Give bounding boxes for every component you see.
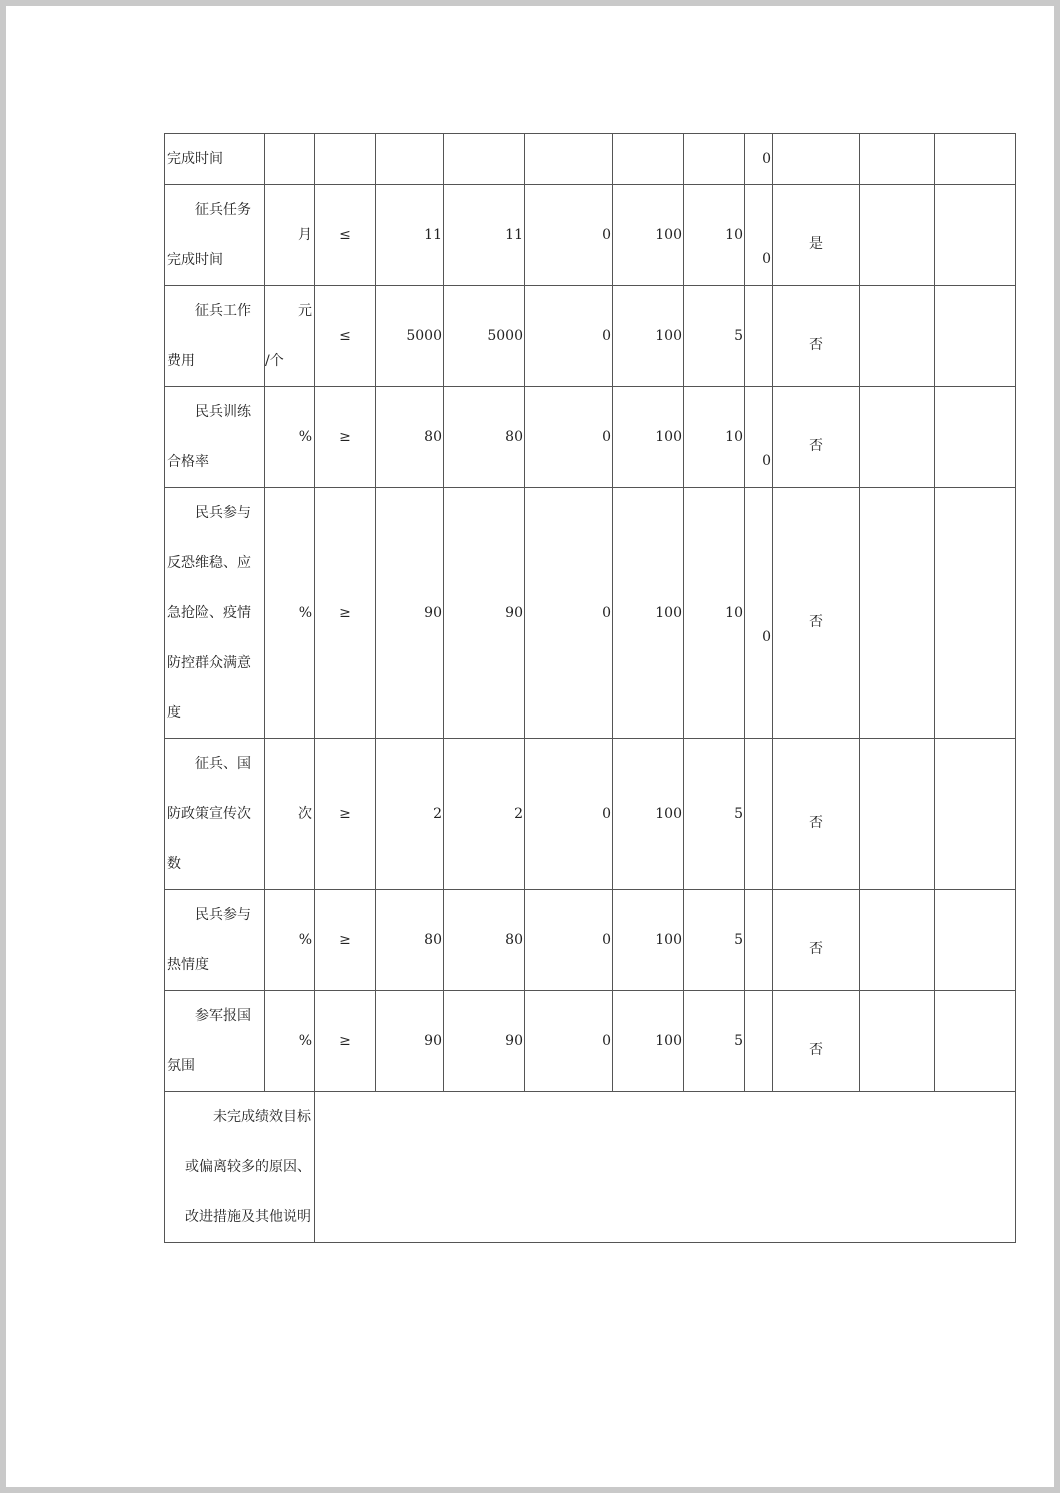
indicator-name-text: 费用 bbox=[167, 353, 195, 369]
performance-table bbox=[164, 133, 1016, 1243]
weight-tail-cell bbox=[745, 488, 773, 739]
flag-cell bbox=[773, 134, 860, 185]
blank-cell bbox=[935, 134, 1016, 185]
footer-label-line: 或偏离较多的原因、 bbox=[185, 1159, 311, 1175]
indicator-name-text: 征兵任务 bbox=[195, 202, 251, 218]
weight-cell: 5 bbox=[684, 739, 745, 890]
blank-cell bbox=[935, 991, 1016, 1092]
deviation-cell: 0 bbox=[525, 286, 613, 387]
operator-cell: ≥ bbox=[315, 991, 376, 1092]
operator-cell: ≥ bbox=[315, 739, 376, 890]
deviation-cell: 0 bbox=[525, 185, 613, 286]
target-cell: 80 bbox=[376, 387, 444, 488]
weight-tail-cell bbox=[745, 387, 773, 488]
indicator-name-text: 急抢险、疫情 bbox=[167, 605, 251, 621]
flag-cell: 否 bbox=[773, 739, 860, 890]
indicator-name-text: 反恐维稳、应 bbox=[167, 555, 251, 571]
table-row bbox=[165, 185, 1016, 286]
blank-cell bbox=[935, 739, 1016, 890]
weight-cell: 5 bbox=[684, 890, 745, 991]
indicator-name-text: 征兵、国 bbox=[195, 756, 251, 772]
flag-cell: 否 bbox=[773, 991, 860, 1092]
footer-label-line: 未完成绩效目标 bbox=[213, 1109, 311, 1125]
completion-cell bbox=[613, 134, 684, 185]
indicator-name-line bbox=[167, 940, 264, 990]
indicator-name-text: 征兵工作 bbox=[195, 303, 251, 319]
actual-cell: 90 bbox=[444, 488, 525, 739]
blank-cell bbox=[935, 286, 1016, 387]
actual-cell bbox=[444, 134, 525, 185]
target-cell: 11 bbox=[376, 185, 444, 286]
actual-cell: 80 bbox=[444, 890, 525, 991]
target-cell: 5000 bbox=[376, 286, 444, 387]
indicator-name-text: 民兵参与 bbox=[195, 505, 251, 521]
indicator-name-line bbox=[167, 387, 264, 437]
weight-tail-cell bbox=[745, 890, 773, 991]
indicator-name-line bbox=[167, 789, 264, 839]
actual-cell: 5000 bbox=[444, 286, 525, 387]
target-cell: 80 bbox=[376, 890, 444, 991]
actual-cell: 80 bbox=[444, 387, 525, 488]
indicator-name-text: 参军报国 bbox=[195, 1008, 251, 1024]
indicator-name-text: 完成时间 bbox=[167, 151, 223, 167]
blank-cell bbox=[860, 488, 935, 739]
flag-cell: 否 bbox=[773, 488, 860, 739]
footer-label-cell bbox=[165, 1092, 315, 1243]
deviation-cell: 0 bbox=[525, 387, 613, 488]
unit-cell: % bbox=[265, 890, 315, 991]
weight-cell: 5 bbox=[684, 286, 745, 387]
indicator-name-cell bbox=[165, 488, 265, 739]
indicator-name-line bbox=[167, 437, 264, 487]
indicator-name-line bbox=[167, 839, 264, 889]
blank-cell bbox=[935, 387, 1016, 488]
deviation-cell: 0 bbox=[525, 739, 613, 890]
indicator-name-text: 防政策宣传次 bbox=[167, 806, 251, 822]
flag-cell: 否 bbox=[773, 387, 860, 488]
weight-tail-cell: 0 bbox=[745, 134, 773, 185]
indicator-name-line bbox=[167, 185, 264, 235]
unit-cell: 月 bbox=[265, 185, 315, 286]
weight-tail-cell bbox=[745, 286, 773, 387]
completion-cell: 100 bbox=[613, 739, 684, 890]
completion-cell: 100 bbox=[613, 387, 684, 488]
footer-value-cell bbox=[315, 1092, 1016, 1243]
blank-cell bbox=[860, 134, 935, 185]
table-row bbox=[165, 739, 1016, 890]
target-cell bbox=[376, 134, 444, 185]
blank-cell bbox=[860, 387, 935, 488]
actual-cell: 2 bbox=[444, 739, 525, 890]
target-cell: 90 bbox=[376, 488, 444, 739]
weight-cell: 5 bbox=[684, 991, 745, 1092]
deviation-cell: 0 bbox=[525, 991, 613, 1092]
table-row bbox=[165, 890, 1016, 991]
footer-label-line: 改进措施及其他说明 bbox=[185, 1209, 311, 1225]
indicator-name-cell bbox=[165, 387, 265, 488]
unit-line: /个 bbox=[265, 353, 284, 369]
indicator-name-line bbox=[167, 488, 264, 538]
document-page bbox=[6, 6, 1054, 1487]
weight-tail-text: 0 bbox=[762, 453, 771, 469]
indicator-name-line bbox=[167, 286, 264, 336]
weight-tail-text: 0 bbox=[762, 629, 771, 645]
operator-cell: ≤ bbox=[315, 185, 376, 286]
unit-line: 元 bbox=[298, 303, 312, 319]
footer-row bbox=[165, 1092, 1016, 1243]
indicator-name-cell bbox=[165, 286, 265, 387]
blank-cell bbox=[860, 185, 935, 286]
indicator-name-line bbox=[167, 638, 264, 688]
indicator-name-text: 度 bbox=[167, 705, 181, 721]
blank-cell bbox=[935, 185, 1016, 286]
flag-cell: 是 bbox=[773, 185, 860, 286]
flag-cell: 否 bbox=[773, 890, 860, 991]
unit-cell: % bbox=[265, 387, 315, 488]
table-row bbox=[165, 488, 1016, 739]
indicator-name-cell bbox=[165, 991, 265, 1092]
blank-cell bbox=[935, 488, 1016, 739]
target-cell: 90 bbox=[376, 991, 444, 1092]
indicator-name-line bbox=[167, 235, 264, 285]
indicator-name-text: 防控群众满意 bbox=[167, 655, 251, 671]
indicator-name-line bbox=[167, 739, 264, 789]
indicator-name-line bbox=[167, 336, 264, 386]
indicator-name-cell bbox=[165, 185, 265, 286]
indicator-name-text: 热情度 bbox=[167, 957, 209, 973]
completion-cell: 100 bbox=[613, 890, 684, 991]
blank-cell bbox=[860, 890, 935, 991]
operator-cell: ≥ bbox=[315, 488, 376, 739]
indicator-name-text: 完成时间 bbox=[167, 252, 223, 268]
deviation-cell: 0 bbox=[525, 488, 613, 739]
target-cell: 2 bbox=[376, 739, 444, 890]
actual-cell: 11 bbox=[444, 185, 525, 286]
completion-cell: 100 bbox=[613, 488, 684, 739]
blank-cell bbox=[935, 890, 1016, 991]
indicator-name-text: 数 bbox=[167, 856, 181, 872]
unit-cell: 次 bbox=[265, 739, 315, 890]
weight-tail-cell bbox=[745, 185, 773, 286]
blank-cell bbox=[860, 739, 935, 890]
indicator-name-cell bbox=[165, 890, 265, 991]
weight-cell: 10 bbox=[684, 387, 745, 488]
deviation-cell: 0 bbox=[525, 890, 613, 991]
completion-cell: 100 bbox=[613, 991, 684, 1092]
indicator-name-cell bbox=[165, 134, 265, 185]
weight-cell: 10 bbox=[684, 185, 745, 286]
table-row bbox=[165, 286, 1016, 387]
weight-tail-text: 0 bbox=[762, 251, 771, 267]
unit-cell: % bbox=[265, 991, 315, 1092]
table-body bbox=[165, 134, 1016, 1243]
operator-cell: ≥ bbox=[315, 387, 376, 488]
indicator-name-line bbox=[167, 991, 264, 1041]
actual-cell: 90 bbox=[444, 991, 525, 1092]
unit-cell bbox=[265, 134, 315, 185]
blank-cell bbox=[860, 991, 935, 1092]
weight-tail-cell bbox=[745, 739, 773, 890]
completion-cell: 100 bbox=[613, 286, 684, 387]
weight-tail-cell bbox=[745, 991, 773, 1092]
indicator-name-text: 合格率 bbox=[167, 454, 209, 470]
weight-cell bbox=[684, 134, 745, 185]
operator-cell: ≤ bbox=[315, 286, 376, 387]
weight-cell: 10 bbox=[684, 488, 745, 739]
indicator-name-line bbox=[167, 538, 264, 588]
table-row bbox=[165, 387, 1016, 488]
indicator-name-cell bbox=[165, 739, 265, 890]
operator-cell: ≥ bbox=[315, 890, 376, 991]
operator-cell bbox=[315, 134, 376, 185]
table-row bbox=[165, 134, 1016, 185]
unit-cell: % bbox=[265, 488, 315, 739]
unit-cell bbox=[265, 286, 315, 387]
flag-cell: 否 bbox=[773, 286, 860, 387]
indicator-name-text: 氛围 bbox=[167, 1058, 195, 1074]
indicator-name-text: 民兵训练 bbox=[195, 404, 251, 420]
blank-cell bbox=[860, 286, 935, 387]
deviation-cell bbox=[525, 134, 613, 185]
indicator-name-line bbox=[167, 1041, 264, 1091]
indicator-name-line bbox=[167, 688, 264, 738]
indicator-name-line bbox=[167, 588, 264, 638]
indicator-name-text: 民兵参与 bbox=[195, 907, 251, 923]
table-row bbox=[165, 991, 1016, 1092]
completion-cell: 100 bbox=[613, 185, 684, 286]
indicator-name-line bbox=[167, 890, 264, 940]
